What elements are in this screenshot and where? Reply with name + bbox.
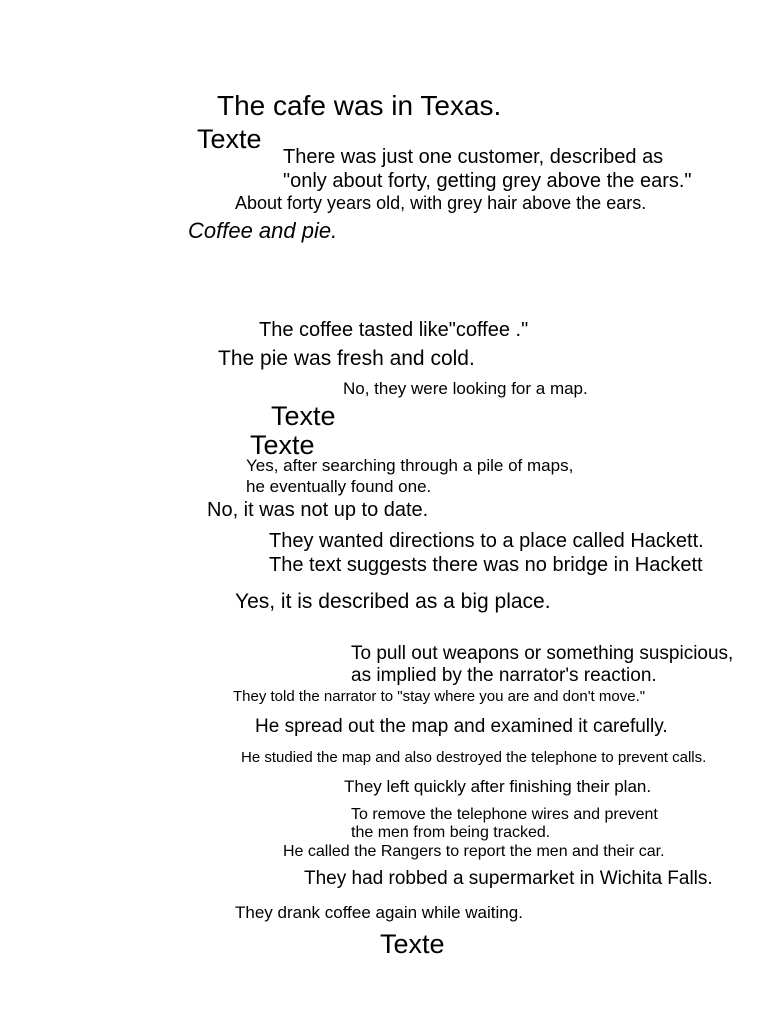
answer-looking-for-map: No, they were looking for a map. (343, 379, 588, 398)
answer-coffee-taste: The coffee tasted like"coffee ." (259, 319, 529, 341)
answer-left-quickly: They left quickly after finishing their plan. (344, 777, 652, 796)
answer-destroyed-telephone: He studied the map and also destroyed the telephone to prevent calls. (241, 749, 707, 766)
heading-cafe-location: The cafe was in Texas. (217, 90, 502, 121)
answer-order: Coffee and pie. (188, 218, 338, 243)
answer-weapons-line-1: To pull out weapons or something suspicious, (351, 643, 734, 664)
answer-weapons-line-2: as implied by the narrator's reaction. (351, 665, 657, 686)
answer-map-outdated: No, it was not up to date. (207, 499, 429, 521)
answer-robbed-supermarket: They had robbed a supermarket in Wichita Falls. (304, 868, 713, 889)
answer-customer-age: About forty years old, with grey hair above the ears. (235, 193, 647, 213)
placeholder-text-4: Texte (380, 929, 445, 959)
answer-called-rangers: He called the Rangers to report the men and their car. (283, 843, 665, 860)
answer-map-found-line-1: Yes, after searching through a pile of maps, (246, 456, 574, 475)
answer-spread-map: He spread out the map and examined it carefully. (255, 716, 668, 737)
answer-customer-line-1: There was just one customer, described as (283, 146, 664, 168)
answer-big-place: Yes, it is described as a big place. (235, 590, 551, 613)
placeholder-text-3: Texte (250, 430, 315, 460)
answer-remove-wires-line-1: To remove the telephone wires and prevent (351, 806, 658, 823)
answer-drank-coffee: They drank coffee again while waiting. (235, 903, 523, 922)
answer-directions: They wanted directions to a place called Hackett. (269, 530, 704, 552)
answer-map-found-line-2: he eventually found one. (246, 477, 432, 496)
answer-customer-line-2: "only about forty, getting grey above the ears." (283, 170, 692, 192)
placeholder-text-1: Texte (197, 124, 262, 154)
answer-remove-wires-line-2: the men from being tracked. (351, 824, 551, 841)
answer-bridge: The text suggests there was no bridge in Hackett (269, 554, 703, 576)
answer-stay-where-you-are: They told the narrator to "stay where you are and don't move." (233, 688, 646, 705)
placeholder-text-2: Texte (271, 401, 336, 431)
answer-pie: The pie was fresh and cold. (218, 347, 475, 370)
